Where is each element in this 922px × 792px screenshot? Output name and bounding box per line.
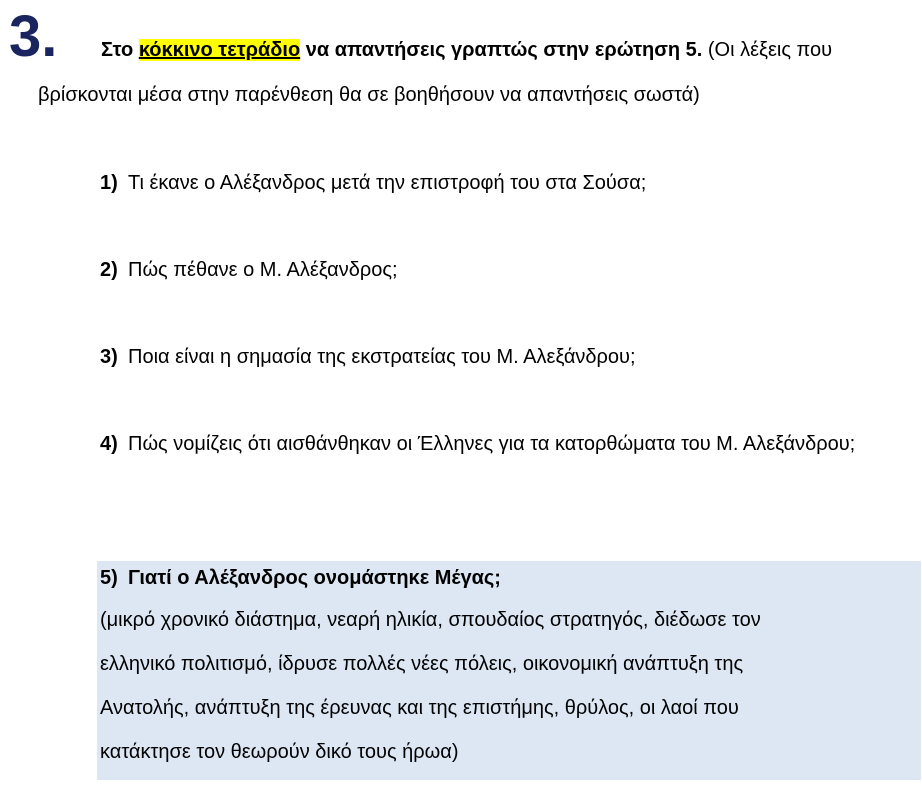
hint-line: κατάκτησε τον θεωρούν δικό τους ήρωα) <box>100 741 459 763</box>
hint-line: ελληνικό πολιτισμό, ίδρυσε πολλές νέες πόλεις, οικονομική ανάπτυξη της <box>100 653 744 675</box>
instruction-highlight: κόκκινο τετράδιο <box>138 39 301 61</box>
question-number: 5) <box>100 567 118 589</box>
hint-paragraph <box>100 598 900 774</box>
question-text: Πώς νομίζεις ότι αισθάνθηκαν οι Έλληνες για τα κατορθώματα του Μ. Αλεξάνδρου; <box>128 433 856 455</box>
instruction-line-2: βρίσκονται μέσα στην παρένθεση θα σε βοηθήσουν να απαντήσεις σωστά) <box>38 84 700 106</box>
question-text: Γιατί ο Αλέξανδρος ονομάστηκε Μέγας; <box>128 567 501 589</box>
question-text: Ποια είναι η σημασία της εκστρατείας του Μ. Αλεξάνδρου; <box>128 346 636 368</box>
instruction-prefix: Στο <box>101 39 139 61</box>
question-number: 1) <box>100 172 118 194</box>
question-number: 3) <box>100 346 118 368</box>
question-text: Πώς πέθανε ο Μ. Αλέξανδρος; <box>128 259 398 281</box>
hint-line: Ανατολής, ανάπτυξη της έρευνας και της επιστήμης, θρύλος, οι λαοί που <box>100 697 739 719</box>
exercise-number: 3. <box>9 4 58 69</box>
hint-line: (μικρό χρονικό διάστημα, νεαρή ηλικία, σπουδαίος στρατηγός, διέδωσε τον <box>100 609 761 631</box>
instruction-normal-rest: (Οι λέξεις που <box>702 39 833 61</box>
instruction-line-1 <box>101 35 832 65</box>
question-number: 2) <box>100 259 118 281</box>
question-text: Τι έκανε ο Αλέξανδρος μετά την επιστροφή του στα Σούσα; <box>128 172 647 194</box>
question-number: 4) <box>100 433 118 455</box>
instruction-bold-rest: να απαντήσεις γραπτώς στην ερώτηση 5. <box>300 39 703 61</box>
